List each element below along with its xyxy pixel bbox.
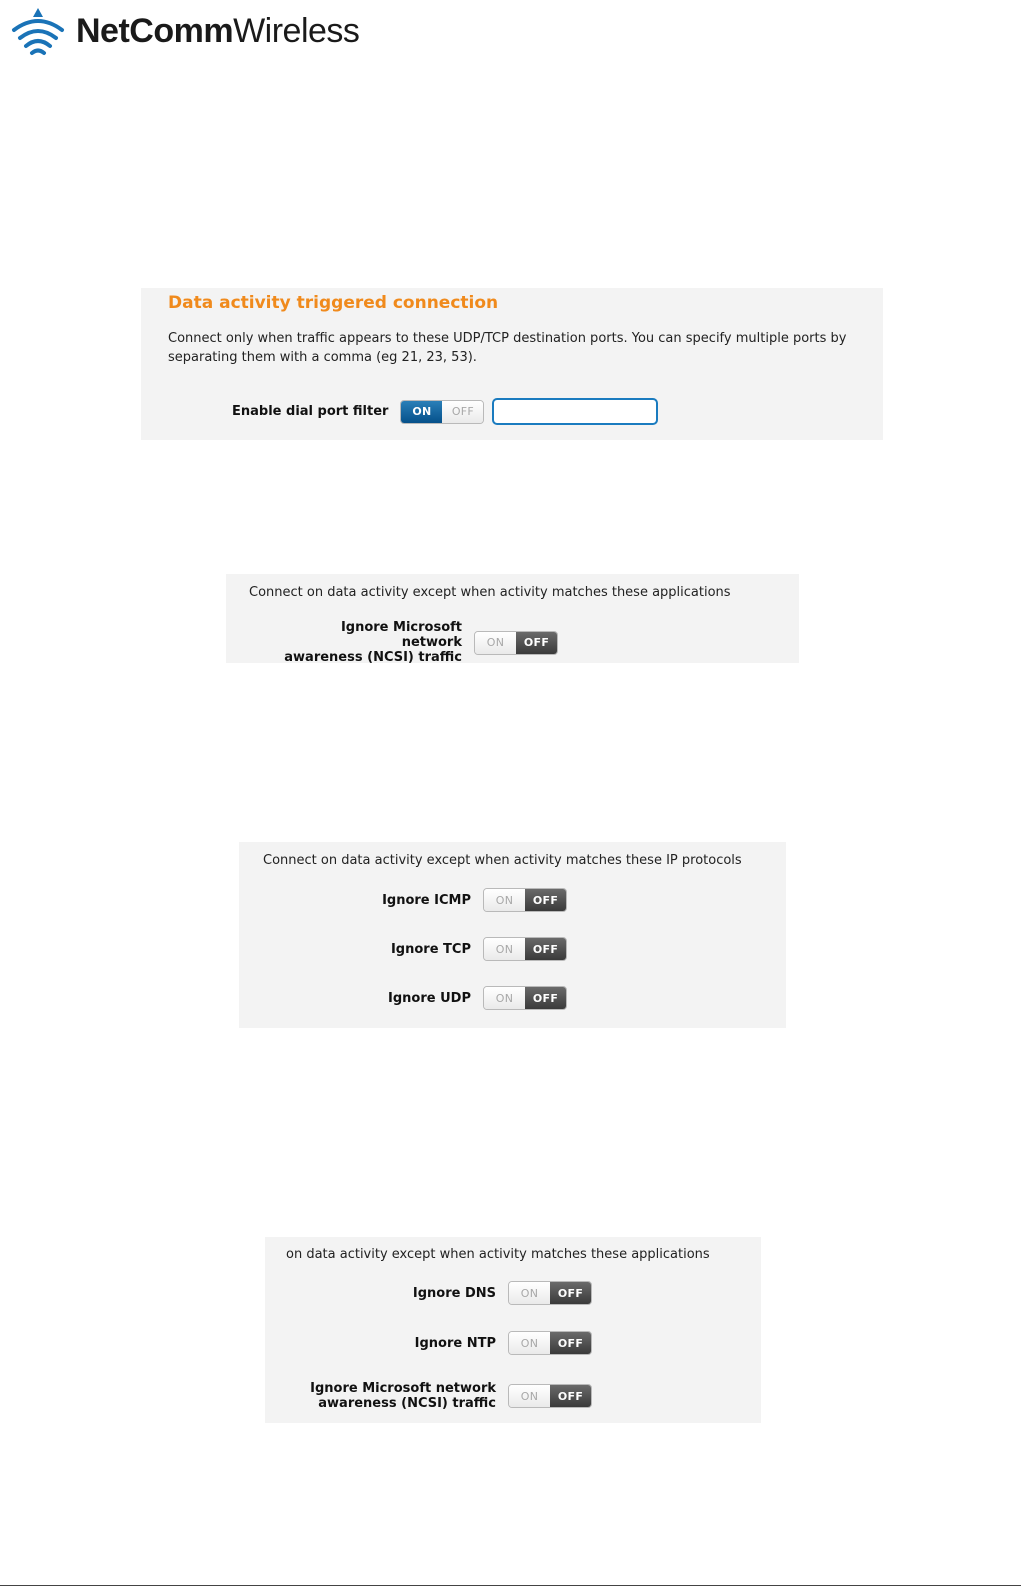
ncsi-label: Ignore Microsoft network awareness (NCSI) traffic — [284, 620, 462, 665]
application-exceptions-panel — [226, 574, 799, 663]
ignore-icmp-label: Ignore ICMP — [382, 892, 471, 908]
dial-ports-input[interactable] — [492, 398, 658, 425]
ignore-ncsi-row — [286, 1381, 592, 1411]
toggle-on[interactable]: ON — [484, 889, 525, 911]
ignore-dns-row — [286, 1281, 592, 1305]
toggle-off[interactable]: OFF — [442, 401, 483, 423]
toggle-on[interactable]: ON — [484, 938, 525, 960]
dial-port-filter-label: Enable dial port filter — [232, 404, 389, 419]
ignore-ntp-label: Ignore NTP — [414, 1335, 496, 1351]
panel-description: Connect on data activity except when activity matches these IP protocols — [263, 853, 742, 868]
ignore-tcp-label: Ignore TCP — [390, 941, 471, 957]
toggle-on[interactable]: ON — [484, 987, 525, 1009]
panel-description: on data activity except when activity matches these applications — [286, 1247, 710, 1262]
toggle-off[interactable]: OFF — [516, 632, 557, 654]
ignore-ncsi-toggle[interactable] — [508, 1384, 592, 1408]
panel-description: Connect only when traffic appears to these UDP/TCP destination ports. You can specify multiple ports by separating them with a comma (eg 21, 23, 53). — [168, 331, 847, 365]
toggle-on[interactable]: ON — [401, 401, 442, 423]
panel-title: Data activity triggered connection — [168, 293, 499, 313]
ignore-icmp-toggle[interactable] — [483, 888, 567, 912]
wifi-signal-icon — [10, 6, 66, 56]
ignore-dns-toggle[interactable] — [508, 1281, 592, 1305]
ignore-tcp-toggle[interactable] — [483, 937, 567, 961]
toggle-off[interactable]: OFF — [550, 1282, 591, 1304]
ignore-udp-label: Ignore UDP — [388, 990, 471, 1006]
ignore-udp-toggle[interactable] — [483, 986, 567, 1010]
toggle-on[interactable]: ON — [509, 1332, 550, 1354]
toggle-off[interactable]: OFF — [525, 938, 566, 960]
toggle-on[interactable]: ON — [509, 1385, 550, 1407]
ignore-dns-label: Ignore DNS — [412, 1285, 496, 1301]
footer-rule — [0, 1585, 1021, 1586]
application-exceptions-panel-2 — [265, 1237, 761, 1423]
panel-description: Connect on data activity except when activity matches these applications — [249, 585, 731, 600]
ip-protocol-exceptions-panel — [239, 842, 786, 1028]
toggle-off[interactable]: OFF — [550, 1332, 591, 1354]
ignore-tcp-row — [263, 937, 567, 961]
dial-port-filter-toggle[interactable] — [400, 400, 484, 424]
brand-wordmark: NetCommWireless — [76, 12, 360, 50]
dial-port-filter-row — [232, 398, 658, 425]
ignore-ntp-row — [286, 1331, 592, 1355]
toggle-on[interactable]: ON — [509, 1282, 550, 1304]
ncsi-toggle[interactable] — [474, 631, 558, 655]
ignore-ntp-toggle[interactable] — [508, 1331, 592, 1355]
toggle-on[interactable]: ON — [475, 632, 516, 654]
ignore-udp-row — [263, 986, 567, 1010]
ignore-ncsi-label: Ignore Microsoft network awareness (NCSI) traffic — [310, 1381, 496, 1411]
ncsi-row — [282, 620, 558, 665]
toggle-off[interactable]: OFF — [550, 1385, 591, 1407]
toggle-off[interactable]: OFF — [525, 987, 566, 1009]
data-activity-panel — [141, 288, 883, 440]
netcomm-logo — [10, 6, 359, 56]
toggle-off[interactable]: OFF — [525, 889, 566, 911]
ignore-icmp-row — [263, 888, 567, 912]
